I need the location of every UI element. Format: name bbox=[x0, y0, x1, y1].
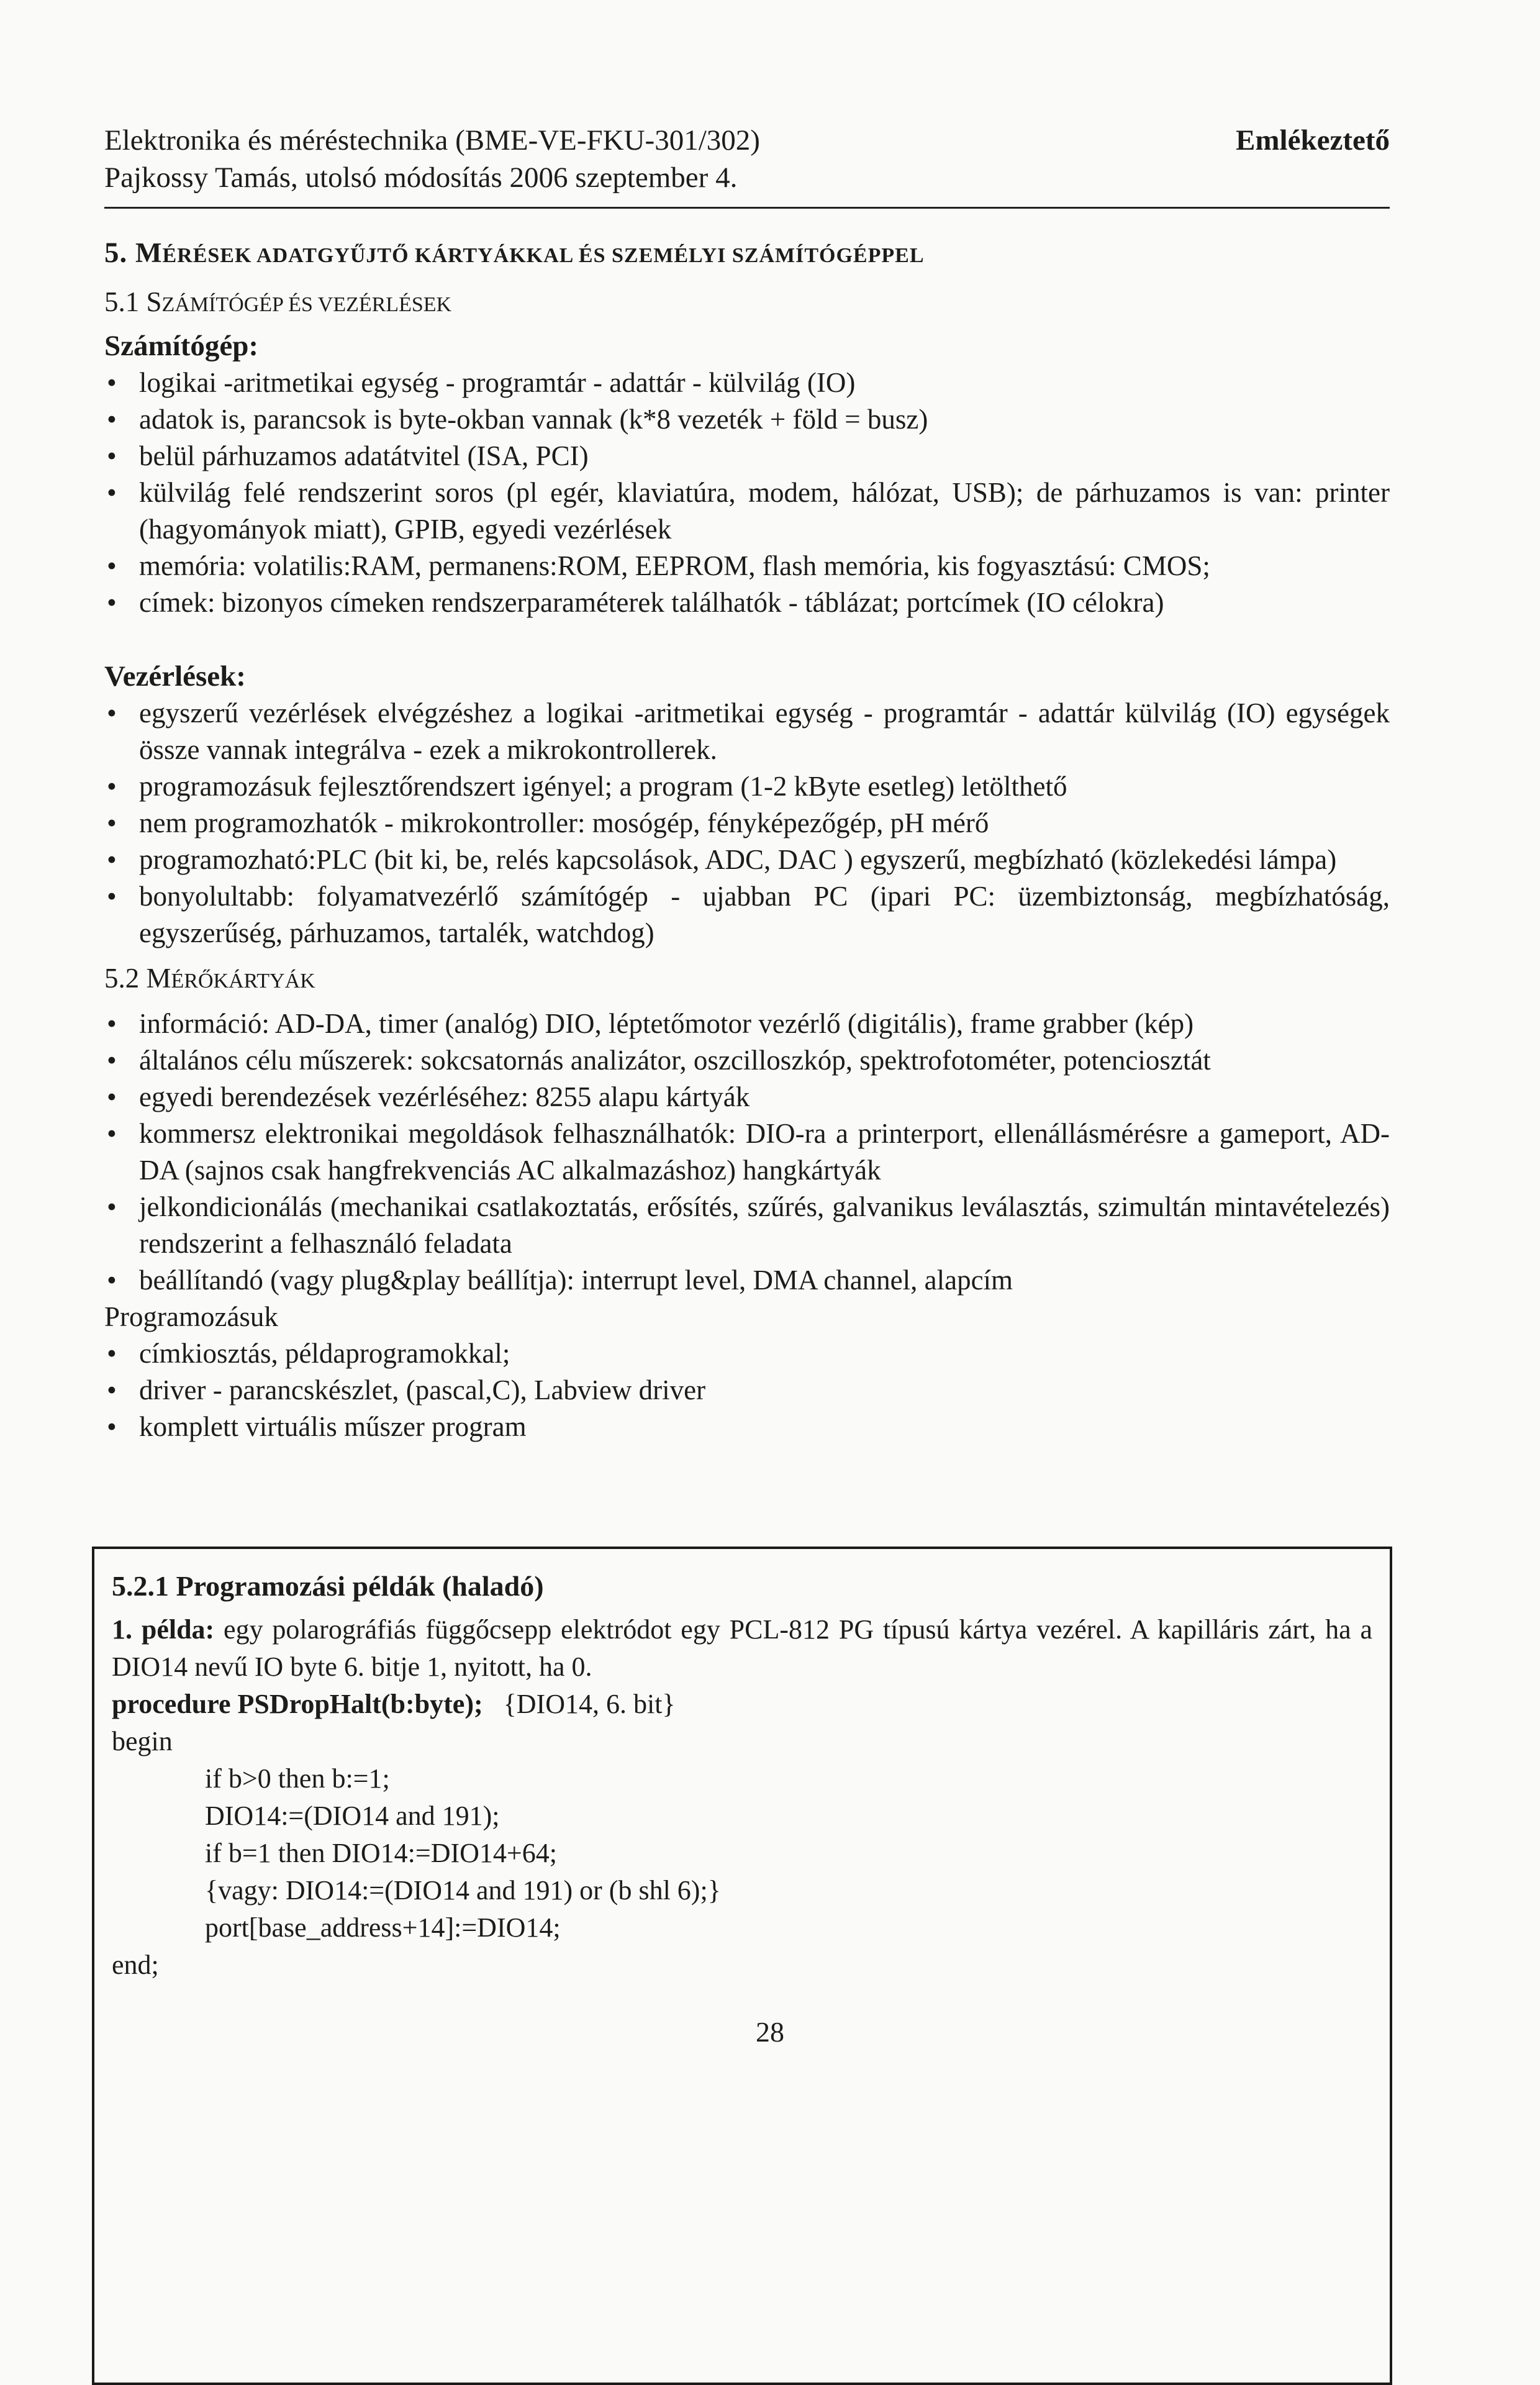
bullet-icon: • bbox=[107, 1411, 117, 1442]
computer-list bbox=[104, 365, 1390, 621]
control-heading: Vezérlések: bbox=[104, 660, 246, 693]
list-item-text: adatok is, parancsok is byte-okban vannak (k*8 vezeték + föld = busz) bbox=[139, 404, 928, 435]
bullet-icon: • bbox=[107, 1374, 117, 1406]
code-line: port[base_address+14]:=DIO14; bbox=[205, 1912, 561, 1943]
list-item bbox=[104, 1006, 1390, 1042]
control-list bbox=[104, 695, 1390, 952]
list-item bbox=[104, 365, 1390, 401]
bullet-icon: • bbox=[107, 1118, 117, 1149]
list-item-text: címkiosztás, példaprogramokkal; bbox=[139, 1338, 510, 1369]
list-item bbox=[104, 401, 1390, 438]
bullet-icon: • bbox=[107, 1081, 117, 1112]
list-item-text: driver - parancskészlet, (pascal,C), Labview driver bbox=[139, 1374, 706, 1406]
header-divider bbox=[104, 207, 1390, 209]
list-item bbox=[104, 475, 1390, 548]
spacer bbox=[104, 621, 1390, 657]
bullet-icon: • bbox=[107, 697, 117, 729]
bullet-icon: • bbox=[107, 1265, 117, 1296]
programming-example-box bbox=[92, 1547, 1392, 2385]
section-number: 5. bbox=[104, 237, 128, 269]
list-item-text: beállítandó (vagy plug&play beállítja): interrupt level, DMA channel, alapcím bbox=[139, 1265, 1013, 1296]
section-title-rest: ÉRÉSEK ADATGYŰJTŐ KÁRTYÁKKAL ÉS SZEMÉLYI SZÁMÍTÓGÉPPEL bbox=[162, 244, 925, 267]
code-line: DIO14:=(DIO14 and 191); bbox=[205, 1801, 500, 1831]
list-item-text: kommersz elektronikai megoldások felhasználhatók: DIO-ra a printerport, ellenállásmérésre a gameport, AD-DA (sajnos csak hangfrekvenciás AC alkalmazáshoz) hangkártyák bbox=[139, 1118, 1390, 1186]
list-item-text: nem programozhatók - mikrokontroller: mosógép, fényképezőgép, pH mérő bbox=[139, 807, 989, 838]
list-item-text: komplett virtuális műszer program bbox=[139, 1411, 527, 1442]
list-item bbox=[104, 1079, 1390, 1115]
list-item bbox=[104, 1409, 1390, 1445]
section-5-1-heading bbox=[104, 284, 1390, 323]
code-line: {vagy: DIO14:=(DIO14 and 191) or (b shl 6);} bbox=[205, 1875, 721, 1906]
main-content bbox=[104, 235, 1390, 1445]
bullet-icon: • bbox=[107, 1008, 117, 1039]
section-first-letter: S bbox=[146, 286, 162, 317]
section-title-rest: ZÁMÍTÓGÉP ÉS VEZÉRLÉSEK bbox=[161, 293, 452, 316]
section-first-letter: M bbox=[146, 963, 171, 994]
bullet-icon: • bbox=[107, 587, 117, 618]
bullet-icon: • bbox=[107, 1338, 117, 1369]
list-item bbox=[104, 1042, 1390, 1079]
list-item-text: programozható:PLC (bit ki, be, relés kapcsolások, ADC, DAC ) egyszerű, megbízható (közlekedési lámpa) bbox=[139, 844, 1337, 875]
code-procedure-line bbox=[112, 1686, 1372, 1723]
list-item-text: általános célu műszerek: sokcsatornás analizátor, oszcilloszkóp, spektrofotométer, potenciosztát bbox=[139, 1045, 1211, 1076]
bullet-icon: • bbox=[107, 404, 117, 435]
list-item bbox=[104, 878, 1390, 952]
section-number: 5.2 bbox=[104, 963, 140, 994]
section-5-2-heading bbox=[104, 960, 1390, 999]
code-begin: begin bbox=[112, 1726, 173, 1756]
list-item bbox=[104, 1335, 1390, 1372]
bullet-icon: • bbox=[107, 1045, 117, 1076]
bullet-icon: • bbox=[107, 367, 117, 398]
list-item bbox=[104, 1262, 1390, 1299]
code-line: if b>0 then b:=1; bbox=[205, 1763, 390, 1794]
list-item bbox=[104, 805, 1390, 842]
computer-heading: Számítógép: bbox=[104, 330, 259, 362]
list-item bbox=[104, 1372, 1390, 1409]
code-end: end; bbox=[112, 1950, 159, 1980]
procedure-declaration: procedure PSDropHalt(b:byte); bbox=[112, 1689, 483, 1719]
section-title-rest: ÉRŐKÁRTYÁK bbox=[171, 970, 315, 993]
list-item-text: jelkondicionálás (mechanikai csatlakoztatás, erősítés, szűrés, galvanikus leválasztás, szimultán mintavételezés) rendszerint a felhasználó feladata bbox=[139, 1191, 1390, 1259]
list-item-text: külvilág felé rendszerint soros (pl egér, klaviatúra, modem, hálózat, USB); de párhuzamos is van: printer (hagyományok miatt), GPIB, egyedi vezérlések bbox=[139, 477, 1390, 545]
list-item-text: információ: AD-DA, timer (analóg) DIO, léptetőmotor vezérlő (digitális), frame grabber (kép) bbox=[139, 1008, 1194, 1039]
list-item bbox=[104, 438, 1390, 475]
procedure-comment: {DIO14, 6. bit} bbox=[482, 1689, 676, 1719]
bullet-icon: • bbox=[107, 844, 117, 875]
section-5-heading bbox=[104, 235, 1390, 274]
list-item bbox=[104, 584, 1390, 621]
programming-list bbox=[104, 1335, 1390, 1445]
list-item bbox=[104, 768, 1390, 805]
example-label: 1. példa: bbox=[112, 1614, 215, 1645]
bullet-icon: • bbox=[107, 550, 117, 581]
bullet-icon: • bbox=[107, 1191, 117, 1222]
page-number: 28 bbox=[756, 2016, 784, 2048]
example-paragraph bbox=[112, 1611, 1372, 1686]
list-item-text: programozásuk fejlesztőrendszert igényel; a program (1-2 kByte esetleg) letölthető bbox=[139, 771, 1067, 802]
section-first-letter: M bbox=[135, 237, 163, 268]
list-item-text: címek: bizonyos címeken rendszerparaméterek találhatók - táblázat; portcímek (IO célokra) bbox=[139, 587, 1164, 618]
list-item-text: logikai -aritmetikai egység - programtár - adattár - külvilág (IO) bbox=[139, 367, 856, 398]
list-item bbox=[104, 548, 1390, 584]
list-item-text: bonyolultabb: folyamatvezérlő számítógép - ujabban PC (ipari PC: üzembiztonság, megbízhatóság, egyszerűség, párhuzamos, tartalék, watchdog) bbox=[139, 881, 1390, 948]
bullet-icon: • bbox=[107, 440, 117, 471]
bullet-icon: • bbox=[107, 771, 117, 802]
list-item bbox=[104, 1115, 1390, 1189]
header-left bbox=[104, 122, 760, 196]
measurement-card-list bbox=[104, 1006, 1390, 1299]
example-text: egy polarográfiás függőcsepp elektródot egy PCL-812 PG típusú kártya vezérel. A kapilláris zárt, ha a DIO14 nevű IO byte 6. bitje 1, nyitott, ha 0. bbox=[112, 1614, 1372, 1682]
box-title: 5.2.1 Programozási példák (haladó) bbox=[112, 1570, 544, 1602]
list-item-text: memória: volatilis:RAM, permanens:ROM, EEPROM, flash memória, kis fogyasztású: CMOS; bbox=[139, 550, 1210, 581]
author-line: Pajkossy Tamás, utolsó módosítás 2006 szeptember 4. bbox=[104, 161, 738, 194]
list-item-text: belül párhuzamos adatátvitel (ISA, PCI) bbox=[139, 440, 589, 471]
list-item bbox=[104, 695, 1390, 768]
list-item bbox=[104, 842, 1390, 878]
course-title: Elektronika és méréstechnika (BME-VE-FKU-301/302) bbox=[104, 124, 760, 157]
section-number: 5.1 bbox=[104, 286, 140, 317]
code-line: if b=1 then DIO14:=DIO14+64; bbox=[205, 1838, 557, 1868]
bullet-icon: • bbox=[107, 807, 117, 838]
header-tag: Emlékeztető bbox=[1236, 124, 1390, 157]
box-content bbox=[112, 1568, 1372, 1984]
bullet-icon: • bbox=[107, 881, 117, 912]
list-item bbox=[104, 1189, 1390, 1262]
programming-label: Programozásuk bbox=[104, 1301, 278, 1332]
list-item-text: egyedi berendezések vezérléséhez: 8255 alapu kártyák bbox=[139, 1081, 750, 1112]
bullet-icon: • bbox=[107, 477, 117, 508]
list-item-text: egyszerű vezérlések elvégzéshez a logikai -aritmetikai egység - programtár - adattár külvilág (IO) egységek össze vannak integrálva - ezek a mikrokontrollerek. bbox=[139, 697, 1390, 765]
